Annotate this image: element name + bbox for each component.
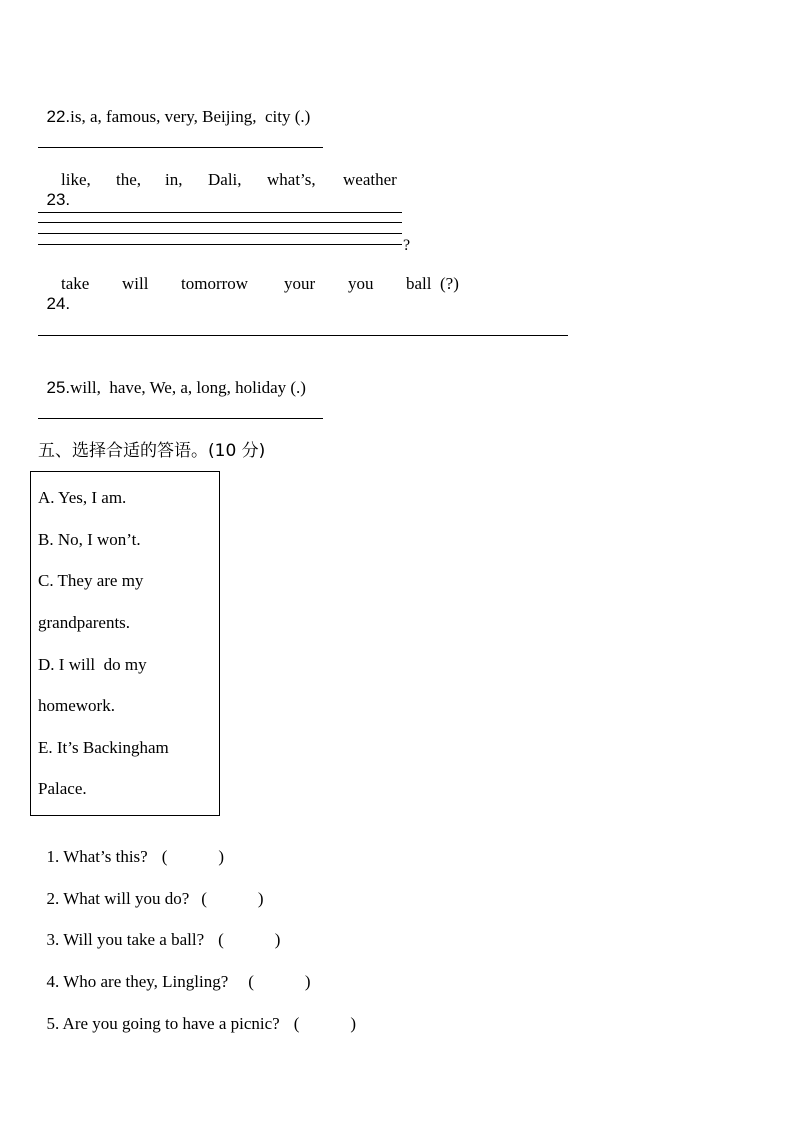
question-24-word: will <box>122 274 149 293</box>
question-text: 3. Will you take a ball? <box>46 930 205 949</box>
question-23-end-mark: ? <box>403 237 411 254</box>
option-e-continued: Palace. <box>38 779 87 798</box>
answer-line-25[interactable] <box>38 418 323 419</box>
option-d-continued: homework. <box>38 696 115 715</box>
question-3 <box>38 910 280 950</box>
option-c-continued: grandparents. <box>38 613 131 632</box>
option-a: A. Yes, I am. <box>38 488 127 507</box>
question-24-word: you <box>348 274 374 293</box>
answer-line-23c[interactable] <box>38 233 402 234</box>
answer-line-24[interactable] <box>38 335 568 336</box>
question-24-word: your <box>284 274 316 293</box>
question-text: 4. Who are they, Lingling? <box>46 972 229 991</box>
answer-bracket[interactable]: ( ) <box>161 847 225 866</box>
options-box <box>30 471 220 816</box>
section-heading: 五、选择合适的答语。(10 分) <box>38 441 266 461</box>
question-23-word: in, <box>165 170 183 189</box>
answer-bracket[interactable]: ( ) <box>218 930 281 949</box>
question-text: 2. What will you do? <box>46 889 190 908</box>
question-1 <box>38 827 224 867</box>
question-text: 1. What’s this? <box>46 847 148 866</box>
question-24-end-mark: (?) <box>440 274 459 293</box>
question-number: 23. <box>46 190 71 209</box>
option-c: C. They are my <box>38 571 144 590</box>
question-24-word: ball <box>406 274 432 293</box>
question-25 <box>38 358 306 398</box>
question-23-word: like, <box>61 170 91 189</box>
question-number: 22. <box>46 107 71 126</box>
question-24-word: tomorrow <box>181 274 249 293</box>
question-number: 24. <box>46 294 71 313</box>
question-2 <box>38 869 264 909</box>
answer-line-23b[interactable] <box>38 222 402 223</box>
answer-bracket[interactable]: ( ) <box>293 1014 357 1033</box>
question-words: is, a, famous, very, Beijing, city <box>70 107 291 126</box>
answer-bracket[interactable]: ( ) <box>248 972 311 991</box>
question-23-word: the, <box>116 170 142 189</box>
question-5 <box>38 994 356 1034</box>
answer-line-23d[interactable] <box>38 244 402 245</box>
question-number: 25. <box>46 378 71 397</box>
option-b: B. No, I won’t. <box>38 530 141 549</box>
option-d: D. I will do my <box>38 655 147 674</box>
option-e: E. It’s Backingham <box>38 738 169 757</box>
question-24-word: take <box>61 274 90 293</box>
question-23-word: what’s, <box>267 170 316 189</box>
question-end-mark: (.) <box>290 378 306 397</box>
question-23-word: weather <box>343 170 397 189</box>
question-22 <box>38 87 310 127</box>
question-23-word: Dali, <box>208 170 242 189</box>
question-4 <box>38 952 311 992</box>
question-end-mark: (.) <box>294 107 311 126</box>
answer-bracket[interactable]: ( ) <box>201 889 264 908</box>
question-words: will, have, We, a, long, holiday <box>70 378 287 397</box>
answer-line-22[interactable] <box>38 147 323 148</box>
answer-line-23a[interactable] <box>38 212 402 213</box>
question-text: 5. Are you going to have a picnic? <box>46 1014 280 1033</box>
